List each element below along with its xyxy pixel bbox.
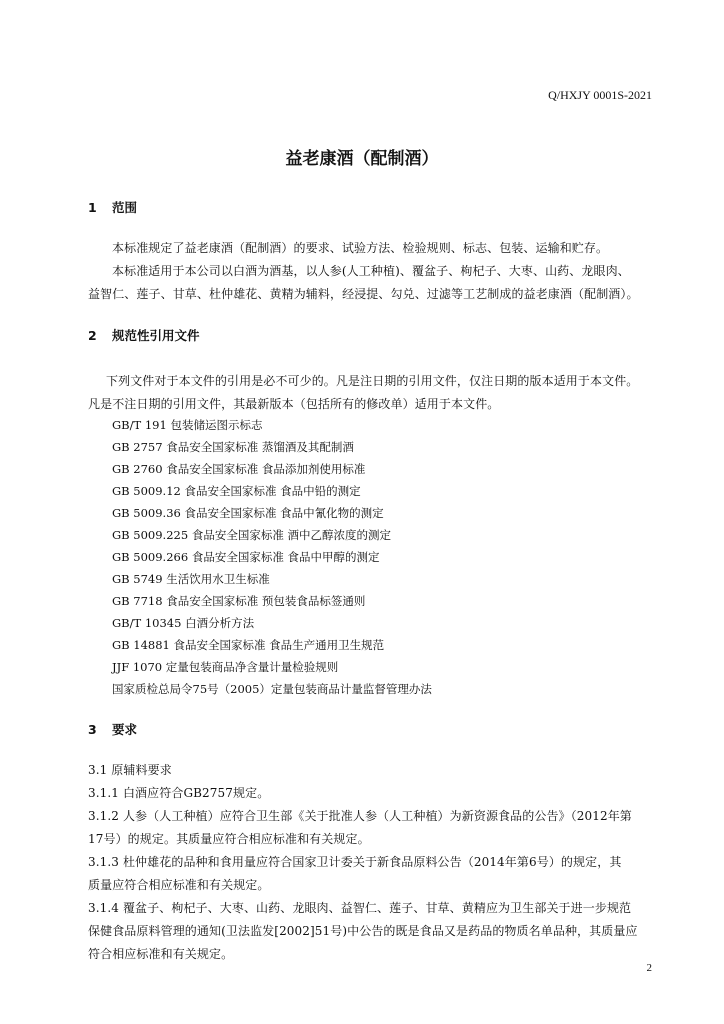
reference-item: 国家质检总局令75号（2005）定量包装商品计量监督管理办法 — [112, 682, 432, 696]
reference-item: GB 5009.266 食品安全国家标准 食品中甲醇的测定 — [112, 550, 380, 564]
reference-item: GB/T 191 包装储运图示标志 — [112, 418, 263, 432]
paragraph-line: 本标准规定了益老康酒（配制酒）的要求、试验方法、检验规则、标志、包装、运输和贮存。 — [112, 241, 609, 255]
paragraph-line: 3.1.1 白酒应符合GB2757规定。 — [88, 786, 270, 800]
reference-item: GB 7718 食品安全国家标准 预包装食品标签通则 — [112, 594, 366, 608]
paragraph-line: 3.1.4 覆盆子、枸杞子、大枣、山药、龙眼肉、益智仁、莲子、甘草、黄精应为卫生部关于进一步规范 — [88, 901, 632, 915]
reference-item: GB 5009.36 食品安全国家标准 食品中氰化物的测定 — [112, 506, 384, 520]
paragraph-line: 3.1.3 杜仲雄花的品种和食用量应符合国家卫计委关于新食品原料公告（2014年第6号）的规定，其 — [88, 855, 622, 869]
reference-item: GB 5009.12 食品安全国家标准 食品中铅的测定 — [112, 484, 361, 498]
paragraph-line: 质量应符合相应标准和有关规定。 — [88, 878, 270, 892]
document-title: 益老康酒（配制酒） — [285, 149, 439, 169]
page-number: 2 — [646, 962, 652, 974]
reference-item: GB 2760 食品安全国家标准 食品添加剂使用标准 — [112, 462, 366, 476]
paragraph-line: 下列文件对于本文件的引用是必不可少的。凡是注日期的引用文件，仅注日期的版本适用于本文件。 — [106, 374, 639, 388]
section-3-heading — [88, 720, 137, 738]
section-2-heading — [88, 326, 200, 344]
reference-item: GB/T 10345 白酒分析方法 — [112, 616, 255, 630]
section-number: 1 — [88, 200, 97, 215]
reference-item: GB 2757 食品安全国家标准 蒸馏酒及其配制酒 — [112, 440, 354, 454]
section-title: 规范性引用文件 — [112, 328, 200, 343]
reference-item: GB 5009.225 食品安全国家标准 酒中乙醇浓度的测定 — [112, 528, 391, 542]
reference-item: GB 14881 食品安全国家标准 食品生产通用卫生规范 — [112, 638, 385, 652]
paragraph-line: 本标准适用于本公司以白酒为酒基，以人参(人工种植)、覆盆子、枸杞子、大枣、山药、龙眼肉、 — [112, 264, 630, 278]
section-title: 要求 — [112, 722, 138, 737]
reference-item: GB 5749 生活饮用水卫生标准 — [112, 572, 270, 586]
paragraph-line: 3.1 原辅料要求 — [88, 763, 172, 777]
paragraph-line: 益智仁、莲子、甘草、杜仲雄花、黄精为辅料，经浸提、勾兑、过滤等工艺制成的益老康酒（配制酒）。 — [88, 287, 639, 301]
paragraph-line: 3.1.2 人参（人工种植）应符合卫生部《关于批准人参（人工种植）为新资源食品的公告》（2012年第 — [88, 809, 632, 823]
section-1-heading — [88, 198, 137, 216]
section-number: 2 — [88, 328, 97, 343]
paragraph-line: 符合相应标准和有关规定。 — [88, 947, 234, 961]
section-title: 范围 — [112, 200, 138, 215]
reference-item: JJF 1070 定量包装商品净含量计量检验规则 — [112, 660, 339, 674]
paragraph-line: 保健食品原料管理的通知(卫法监发[2002]51号)中公告的既是食品又是药品的物质名单品种，其质量应 — [88, 924, 638, 938]
standard-code: Q/HXJY 0001S-2021 — [548, 88, 652, 102]
section-number: 3 — [88, 722, 97, 737]
paragraph-line: 凡是不注日期的引用文件，其最新版本（包括所有的修改单）适用于本文件。 — [88, 397, 500, 411]
paragraph-line: 17号）的规定。其质量应符合相应标准和有关规定。 — [88, 832, 370, 846]
